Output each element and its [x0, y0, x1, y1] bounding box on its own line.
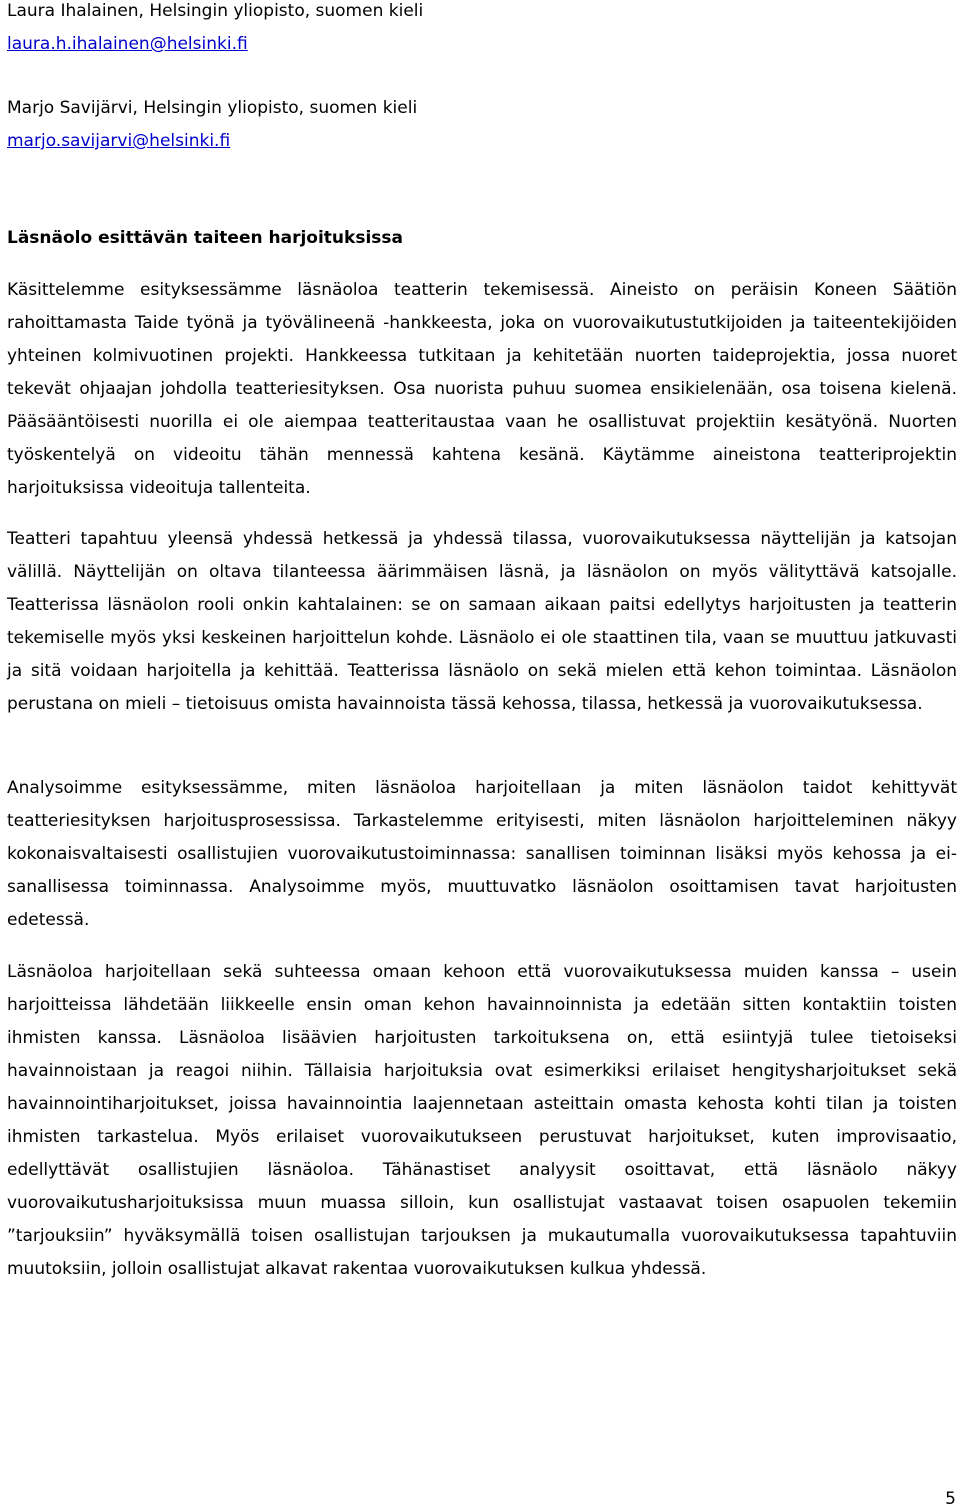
document-title: Läsnäolo esittävän taiteen harjoituksissa [7, 228, 403, 248]
paragraph-3: Analysoimme esityksessämme, miten läsnäoloa harjoitellaan ja miten läsnäolon taidot kehittyvät teatteriesityksen harjoitusprosessissa. Tarkastelemme erityisesti, miten läsnäolon harjoitteleminen näkyy kokonaisvaltaisesti osallistujien vuorovaikutustoiminnassa: sanallisen toiminnan lisäksi myös kehossa ja ei-sanallisessa toiminnassa. Analysoimme myös, muuttuvatko läsnäolon osoittamisen tavat harjoitusten edetessä. [7, 778, 957, 930]
author-2-email-link[interactable]: marjo.savijarvi@helsinki.fi [7, 131, 231, 151]
paragraph-4: Läsnäoloa harjoitellaan sekä suhteessa omaan kehoon että vuorovaikutuksessa muiden kanssa – usein harjoitteissa lähdetään liikkeelle ensin oman kehon havainnoinnista ja edetään sitten kontaktiin toisten ihmisten kanssa. Läsnäoloa lisäävien harjoitusten tarkoituksena on, että esiintyjä tulee tietoiseksi havainnoistaan ja reagoi niihin. Tällaisia harjoituksia ovat esimerkiksi erilaiset hengitysharjoitukset sekä havainnointiharjoitukset, joissa havainnointia laajennetaan asteittain omasta kehosta kohti tilan ja toisten ihmisten tarkastelua. Myös erilaiset vuorovaikutukseen perustuvat harjoitukset, kuten improvisaatio, edellyttävät osallistujien läsnäoloa. Tähänastiset analyysit osoittavat, että läsnäolo näkyy vuorovaikutusharjoituksissa muun muassa silloin, kun osallistujat vastaavat toisen osapuolen tekemiin ”tarjouksiin” hyväksymällä toisen osallistujan tarjouksen ja mukautumalla vuorovaikutuksessa tapahtuviin muutoksiin, jolloin osallistujat alkavat rakentaa vuorovaikutuksen kulkua yhdessä. [7, 962, 957, 1279]
paragraph-2: Teatteri tapahtuu yleensä yhdessä hetkessä ja yhdessä tilassa, vuorovaikutuksessa näyttelijän ja katsojan välillä. Näyttelijän on oltava tilanteessa äärimmäisen läsnä, ja läsnäolon on myös välityttävä katsojalle. Teatterissa läsnäolon rooli onkin kahtalainen: se on samaan aikaan paitsi edellytys harjoitusten ja teatterin tekemiselle myös yksi keskeinen harjoittelun kohde. Läsnäolo ei ole staattinen tila, vaan se muuttuu jatkuvasti ja sitä voidaan harjoitella ja kehittää. Teatterissa läsnäolo on sekä mielen että kehon toimintaa. Läsnäolon perustana on mieli – tietoisuus omista havainnoista tässä kehossa, tilassa, hetkessä ja vuorovaikutuksessa. [7, 529, 957, 714]
paragraph-1: Käsittelemme esityksessämme läsnäoloa teatterin tekemisessä. Aineisto on peräisin Koneen Säätiön rahoittamasta Taide työnä ja työvälineenä -hankkeesta, joka on vuorovaikutustutkijoiden ja taiteentekijöiden yhteinen kolmivuotinen projekti. Hankkeessa tutkitaan ja kehitetään nuorten taideprojektia, jossa nuoret tekevät ohjaajan johdolla teatteriesityksen. Osa nuorista puhuu suomea ensikielenään, osa toisena kielenä. Pääsääntöisesti nuorilla ei ole aiempaa teatteritaustaa vaan he osallistuvat projektiin kesätyönä. Nuorten työskentelyä on videoitu tähän mennessä kahtena kesänä. Käytämme aineistona teatteriprojektin harjoituksissa videoituja tallenteita. [7, 280, 957, 498]
author-2-email-line [7, 130, 230, 152]
author-1-email-line [7, 33, 248, 55]
author-1-email-link[interactable]: laura.h.ihalainen@helsinki.fi [7, 34, 248, 54]
page-number: 5 [945, 1489, 956, 1509]
author-1-affiliation: Laura Ihalainen, Helsingin yliopisto, suomen kieli [7, 1, 424, 21]
author-2-affiliation: Marjo Savijärvi, Helsingin yliopisto, suomen kieli [7, 98, 418, 118]
